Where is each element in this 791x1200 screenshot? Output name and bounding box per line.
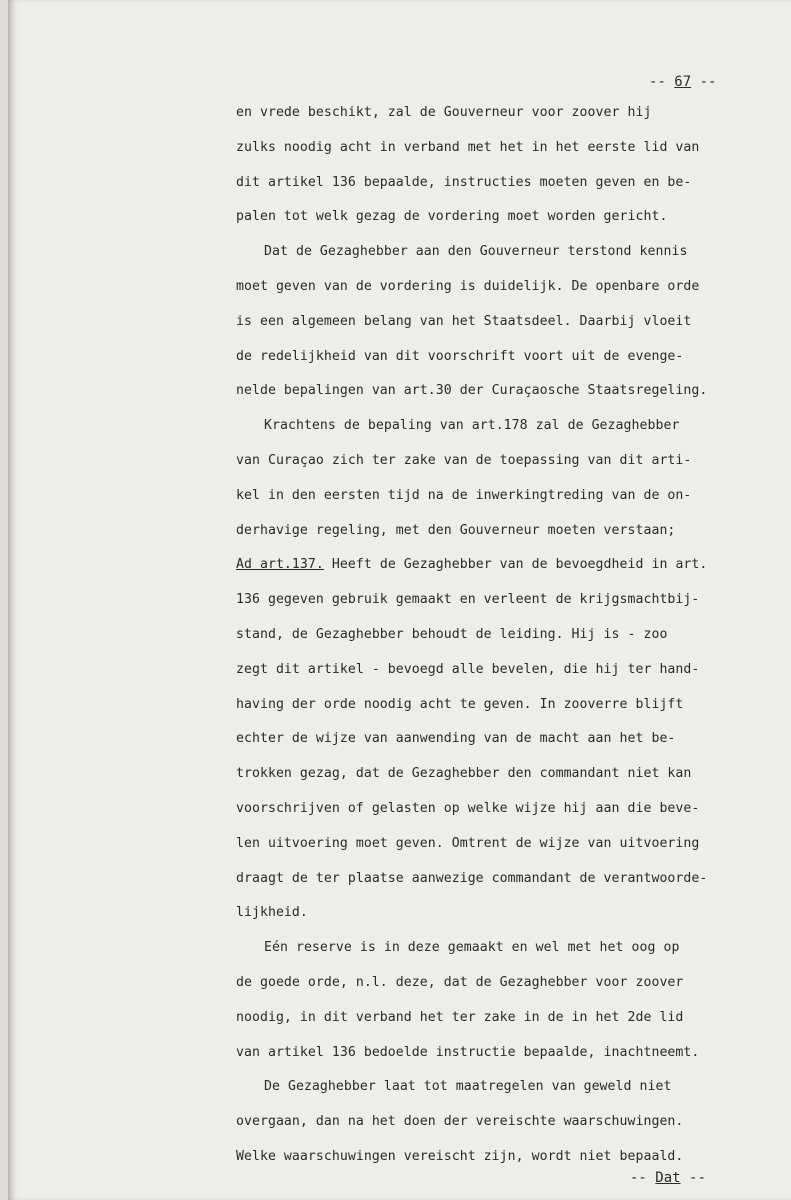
text-line: voorschrijven of gelasten op welke wijze hij aan die beve- — [236, 800, 700, 816]
text-line: 136 gegeven gebruik gemaakt en verleent de krijgsmachtbij- — [236, 592, 700, 608]
catchword-prefix: -- — [630, 1170, 656, 1186]
text-line: de redelijkheid van dit voorschrift voort uit de evenge- — [236, 348, 684, 364]
text-line: len uitvoering moet geven. Omtrent de wijze van uitvoering — [236, 835, 700, 851]
text-line: palen tot welk gezag de vordering moet worden gericht. — [236, 209, 668, 225]
catchword-suffix: -- — [680, 1170, 706, 1186]
text-line-with-heading — [236, 548, 756, 583]
text-line: echter de wijze van aanwending van de macht aan het be- — [236, 731, 676, 747]
text-line: Eén reserve is in deze gemaakt en wel met het oog op — [264, 940, 680, 956]
text-line: trokken gezag, dat de Gezaghebber den commandant niet kan — [236, 766, 692, 782]
text-line: Welke waarschuwingen vereischt zijn, wordt niet bepaald. — [236, 1148, 684, 1164]
document-page — [8, 0, 791, 1200]
text-line: de goede orde, n.l. deze, dat de Gezaghebber voor zoover — [236, 974, 684, 990]
text-line-remainder: Heeft de Gezaghebber van de bevoegdheid in art. — [331, 557, 708, 573]
text-line: zegt dit artikel - bevoegd alle bevelen, die hij ter hand- — [236, 661, 700, 677]
catchword-value: Dat — [655, 1170, 681, 1186]
text-line: having der orde noodig acht te geven. In zooverre blijft — [236, 696, 684, 712]
text-line: draagt de ter plaatse aanwezige commandant de verantwoorde- — [236, 870, 708, 886]
text-line: dit artikel 136 bepaalde, instructies moeten geven en be- — [236, 174, 692, 190]
text-line: Dat de Gezaghebber aan den Gouverneur terstond kennis — [264, 244, 688, 260]
text-line: moet geven van de vordering is duidelijk. De openbare orde — [236, 278, 700, 294]
text-line: kel in den eersten tijd na de inwerkingtreding van de on- — [236, 487, 692, 503]
text-line: overgaan, dan na het doen der vereischte waarschuwingen. — [236, 1114, 684, 1130]
text-line: lijkheid. — [236, 905, 308, 921]
body-text — [236, 96, 756, 1175]
text-line: van artikel 136 bedoelde instructie bepaalde, inachtneemt. — [236, 1044, 700, 1060]
catchword — [630, 1170, 706, 1186]
text-line: en vrede beschikt, zal de Gouverneur voor zoover hij — [236, 105, 652, 120]
text-line: van Curaçao zich ter zake van de toepassing van dit arti- — [236, 452, 692, 468]
text-line: Krachtens de bepaling van art.178 zal de Gezaghebber — [264, 418, 680, 434]
text-line: nelde bepalingen van art.30 der Curaçaosche Staatsregeling. — [236, 383, 708, 399]
text-line: stand, de Gezaghebber behoudt de leiding. Hij is - zoo — [236, 626, 668, 642]
text-line: De Gezaghebber laat tot maatregelen van geweld niet — [264, 1079, 672, 1095]
text-line: zulks noodig acht in verband met het in het eerste lid van — [236, 139, 700, 155]
page-number-prefix: -- — [649, 74, 675, 90]
page-number — [649, 74, 716, 90]
page-number-suffix: -- — [691, 74, 717, 90]
text-line: noodig, in dit verband het ter zake in de in het 2de lid — [236, 1009, 684, 1025]
text-line: is een algemeen belang van het Staatsdeel. Daarbij vloeit — [236, 313, 692, 329]
section-heading: Ad art.137. — [236, 557, 324, 573]
page-number-value: 67 — [674, 74, 692, 90]
text-line: derhavige regeling, met den Gouverneur moeten verstaan; — [236, 522, 676, 538]
